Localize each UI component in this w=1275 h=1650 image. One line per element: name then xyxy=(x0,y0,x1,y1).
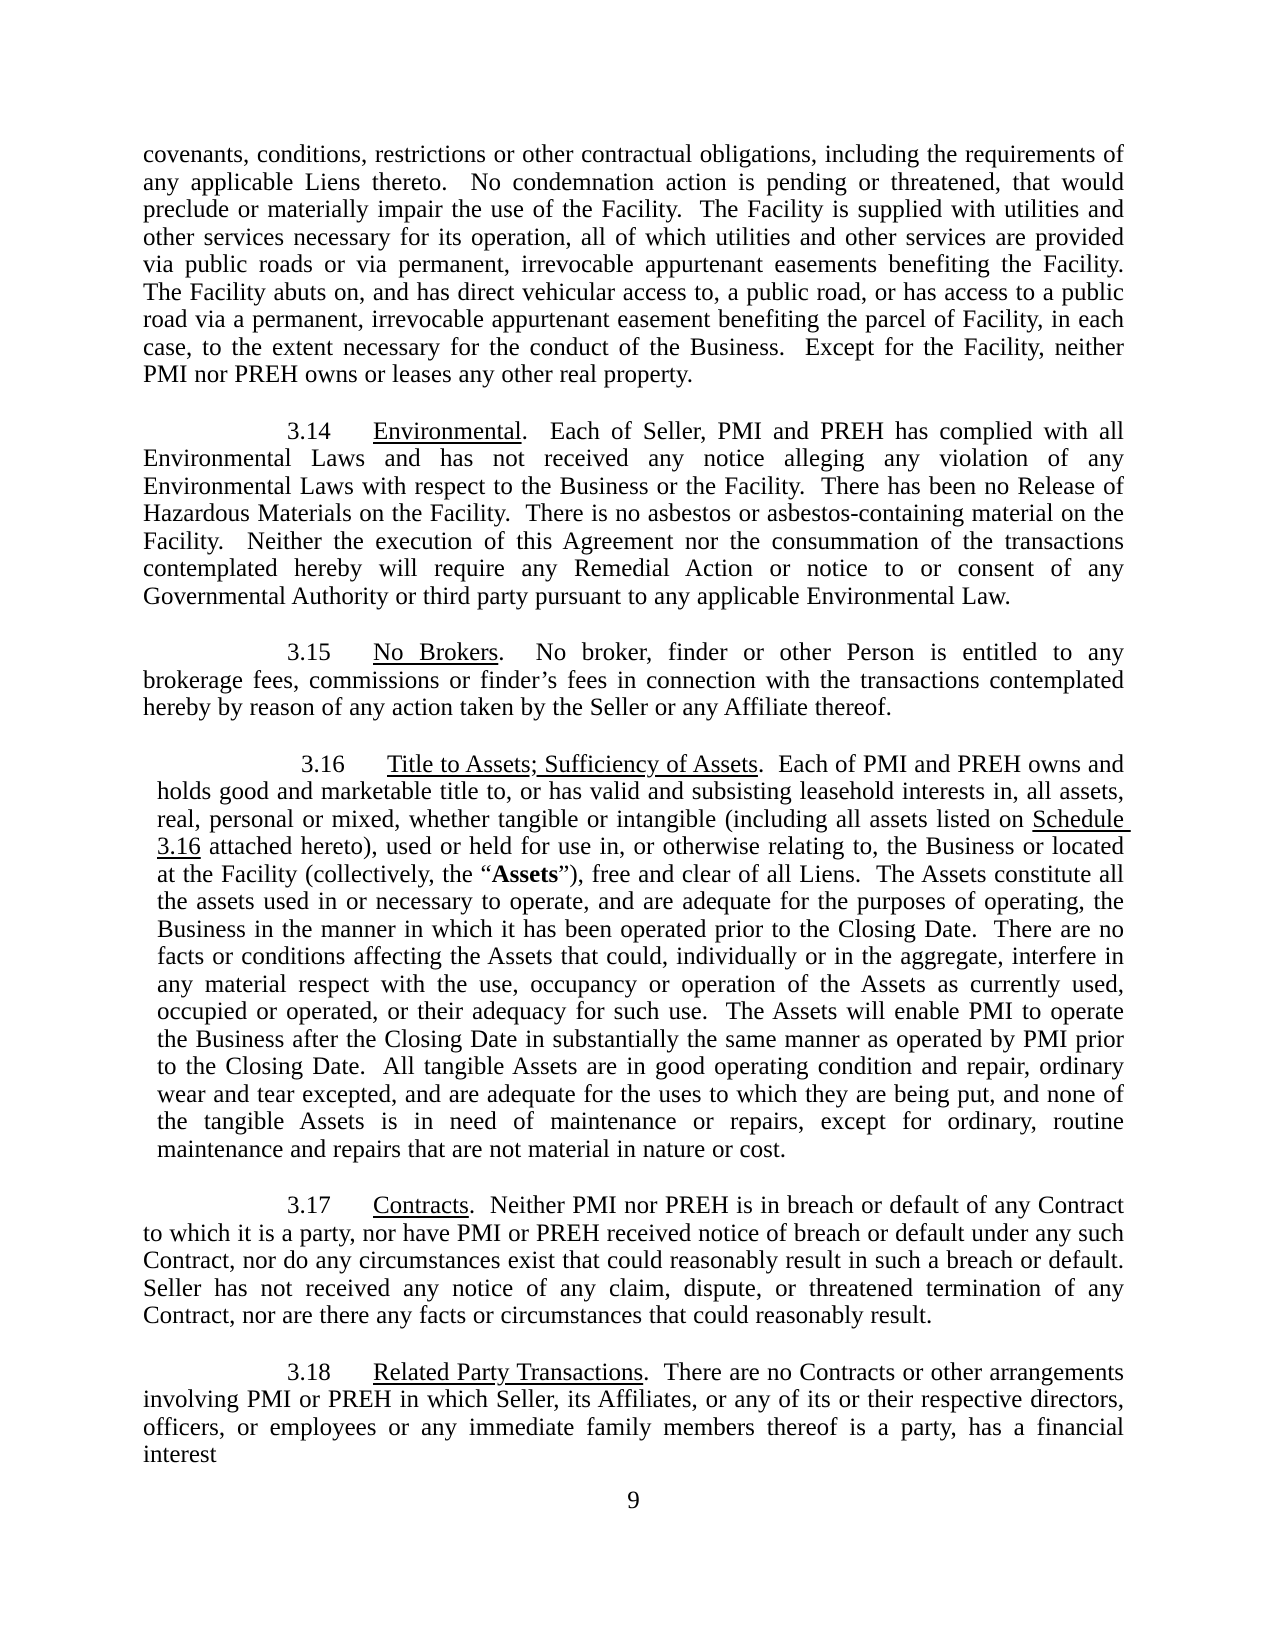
text-run: . Each of PMI and PREH owns and holds good and marketable title to, or has valid and subsisting leasehold interests in, all assets, real, personal or mixed, whether tangible or intangible (including all assets listed on xyxy=(157,750,1131,833)
text-run: covenants, conditions, restrictions or other contractual obligations, including the requirements of any applicable Liens thereto. No condemnation action is pending or threatened, that would preclude or materially impair the use of the Facility. The Facility is supplied with utilities and other services necessary for its operation, all of which utilities and other services are provided via public roads or via permanent, irrevocable appurtenant easements benefiting the Facility. The Facility abuts on, and has direct vehicular access to, a public road, or has access to a public road via a permanent, irrevocable appurtenant easement benefiting the parcel of Facility, in each case, to the extent necessary for the conduct of the Business. Except for the Facility, neither PMI nor PREH owns or leases any other real property. xyxy=(143,141,1138,388)
section-number: 3.18 xyxy=(287,1358,331,1386)
page-number: 9 xyxy=(627,1487,640,1514)
section-3-17-contracts xyxy=(143,1192,1138,1330)
text-run: . There are no Contracts or other arrangements involving PMI or PREH in which Seller, its Affiliates, or any of its or their respective directors, officers, or employees or any immediate family members thereof is a party, has a financial interest xyxy=(143,1358,1131,1468)
section-3-16-title-to-assets xyxy=(143,750,1131,1164)
section-number: 3.17 xyxy=(287,1192,331,1219)
section-heading: Schedule 3.16 xyxy=(157,805,1131,860)
section-number: 3.14 xyxy=(287,417,331,445)
text-run: Assets xyxy=(491,860,559,888)
section-heading: No Brokers xyxy=(373,639,499,666)
section-3-14-environmental xyxy=(143,417,1131,611)
section-heading: Contracts xyxy=(373,1192,469,1219)
section-heading: Environmental xyxy=(373,417,522,445)
text-run: attached hereto), used or held for use in, or otherwise relating to, the Business or located at the Facility (collectively, the “ xyxy=(157,833,1131,888)
text-run: ”), free and clear of all Liens. The Assets constitute all the assets used in or necessary to operate, and are adequate for the purposes of operating, the Business in the manner in which it has been operated prior to the Closing Date. There are no facts or conditions affecting the Assets that could, individually or in the aggregate, interfere in any material respect with the use, occupancy or operation of the Assets as currently used, occupied or operated, or their adequacy for such use. The Assets will enable PMI to operate the Business after the Closing Date in substantially the same manner as operated by PMI prior to the Closing Date. All tangible Assets are in good operating condition and repair, ordinary wear and tear excepted, and are adequate for the uses to which they are being put, and none of the tangible Assets is in need of maintenance or repairs, except for ordinary, routine maintenance and repairs that are not material in nature or cost. xyxy=(157,860,1131,1163)
section-3-15-no-brokers xyxy=(143,639,1131,722)
section-3-18-related-party-transactions xyxy=(143,1358,1131,1469)
document-body xyxy=(143,141,1138,1469)
section-number: 3.16 xyxy=(301,750,345,778)
section-heading: Related Party Transactions xyxy=(373,1358,644,1386)
paragraph-continuation xyxy=(143,141,1138,389)
text-run: . Each of Seller, PMI and PREH has complied with all Environmental Laws and has not received any notice alleging any violation of any Environmental Laws with respect to the Business or the Facility. There has been no Release of Hazardous Materials on the Facility. There is no asbestos or asbestos-containing material on the Facility. Neither the execution of this Agreement nor the consummation of the transactions contemplated hereby will require any Remedial Action or notice to or consent of any Governmental Authority or third party pursuant to any applicable Environmental Law. xyxy=(143,417,1131,610)
section-heading: Title to Assets; Sufficiency of Assets xyxy=(387,750,758,778)
text-run: . No broker, finder or other Person is entitled to any brokerage fees, commissions or finder’s fees in connection with the transactions contemplated hereby by reason of any action taken by the Seller or any Affiliate thereof. xyxy=(143,639,1131,721)
text-run: . Neither PMI nor PREH is in breach or default of any Contract to which it is a party, nor have PMI or PREH received notice of breach or default under any such Contract, nor do any circumstances exist that could reasonably result in such a breach or default. Seller has not received any notice of any claim, dispute, or threatened termination of any Contract, nor are there any facts or circumstances that could reasonably result. xyxy=(143,1192,1138,1329)
section-number: 3.15 xyxy=(287,639,331,666)
